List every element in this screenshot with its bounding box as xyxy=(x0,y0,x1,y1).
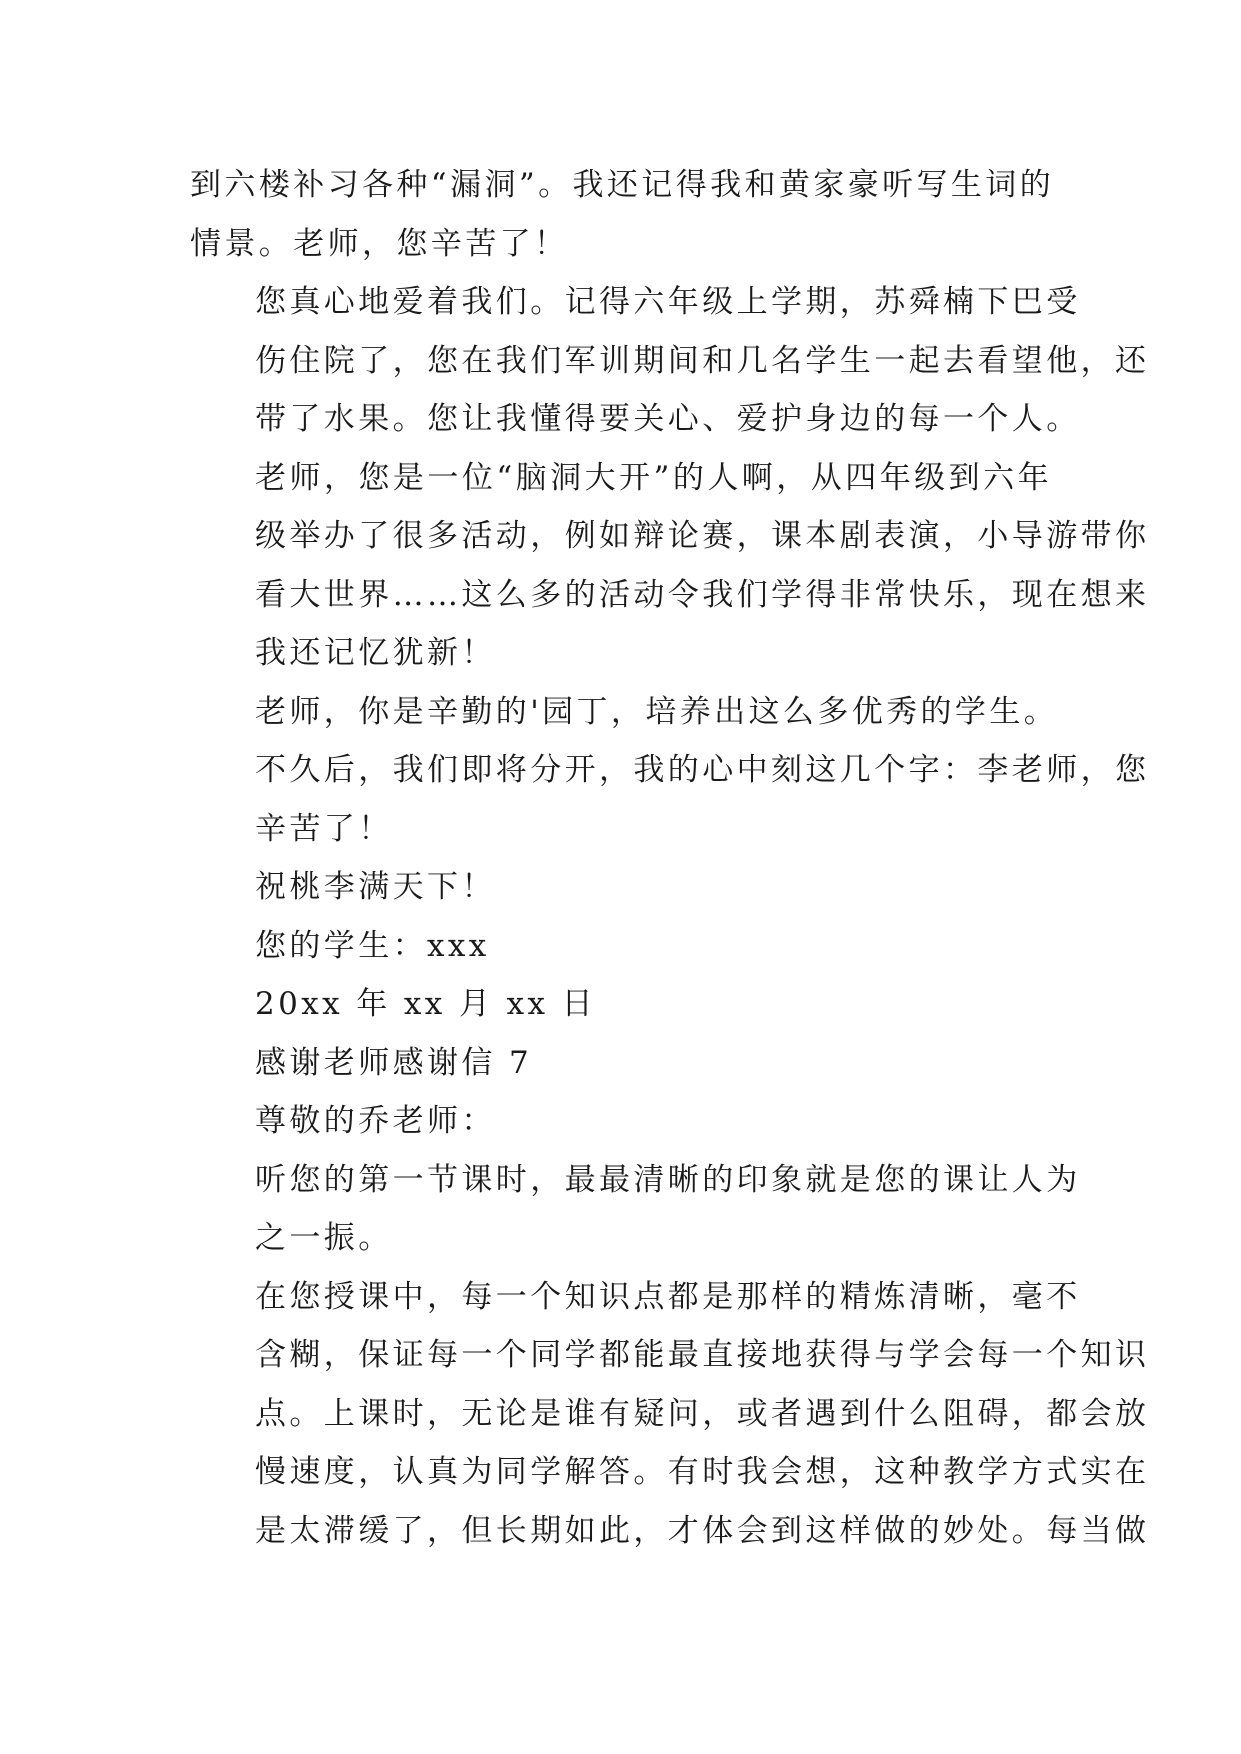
paragraph xyxy=(190,273,1150,449)
paragraph xyxy=(190,917,1052,976)
text-line: 辛苦了！ xyxy=(255,810,393,847)
text-line: 情景。老师，您辛苦了！ xyxy=(190,225,569,262)
text-line: 是太滞缓了，但长期如此，才体会到这样做的妙处。每当做 xyxy=(255,1512,1150,1549)
text-line: 之一振。 xyxy=(255,1220,393,1256)
text-line: 您真心地爱着我们。记得六年级上学期，苏舜楠下巴受 xyxy=(255,284,1081,320)
text-line: 伤住院了，您在我们军训期间和几名学生一起去看望他，还 xyxy=(255,342,1150,379)
paragraph xyxy=(190,156,1055,273)
text-line: 看大世界……这么多的活动令我们学得非常快乐，现在想来 xyxy=(255,576,1150,613)
text-line: 祝桃李满天下！ xyxy=(255,869,496,905)
paragraph xyxy=(190,449,1150,683)
paragraph xyxy=(190,858,1052,917)
text-line: 您的学生：xxx xyxy=(255,927,490,964)
paragraph xyxy=(190,975,1052,1034)
text-line: 不久后，我们即将分开，我的心中刻这几个字：李老师，您 xyxy=(255,752,1150,788)
document-body xyxy=(190,156,1150,1560)
text-line: 听您的第一节课时，最最清晰的印象就是您的课让人为 xyxy=(255,1161,1081,1198)
text-line: 在您授课中，每一个知识点都是那样的精炼清晰，毫不 xyxy=(255,1278,1081,1315)
text-line: 慢速度，认真为同学解答。有时我会想，这种教学方式实在 xyxy=(255,1454,1150,1490)
text-line: 含糊，保证每一个同学都能最直接地获得与学会每一个知识 xyxy=(255,1337,1150,1373)
paragraph xyxy=(190,1034,1052,1093)
text-line: 我还记忆犹新！ xyxy=(255,635,496,671)
text-line: 老师，您是一位“脑洞大开”的人啊，从四年级到六年 xyxy=(255,459,1052,496)
paragraph xyxy=(190,1151,1081,1268)
text-line: 级举办了很多活动，例如辩论赛，课本剧表演，小导游带你 xyxy=(255,518,1150,554)
text-line: 感谢老师感谢信 7 xyxy=(255,1044,533,1081)
text-line: 尊敬的乔老师： xyxy=(255,1103,496,1139)
paragraph xyxy=(190,1268,1150,1561)
text-line: 带了水果。您让我懂得要关心、爱护身边的每一个人。 xyxy=(255,401,1081,437)
text-line: 点。上课时，无论是谁有疑问，或者遇到什么阻碍，都会放 xyxy=(255,1395,1150,1432)
text-line: 20xx 年 xx 月 xx 日 xyxy=(255,986,597,1022)
text-line: 老师，你是辛勤的'园丁，培养出这么多优秀的学生。 xyxy=(255,693,1059,730)
text-line: 到六楼补习各种“漏洞”。我还记得我和黄家豪听写生词的 xyxy=(190,167,1055,203)
paragraph xyxy=(190,683,1150,859)
paragraph xyxy=(190,1092,1052,1151)
